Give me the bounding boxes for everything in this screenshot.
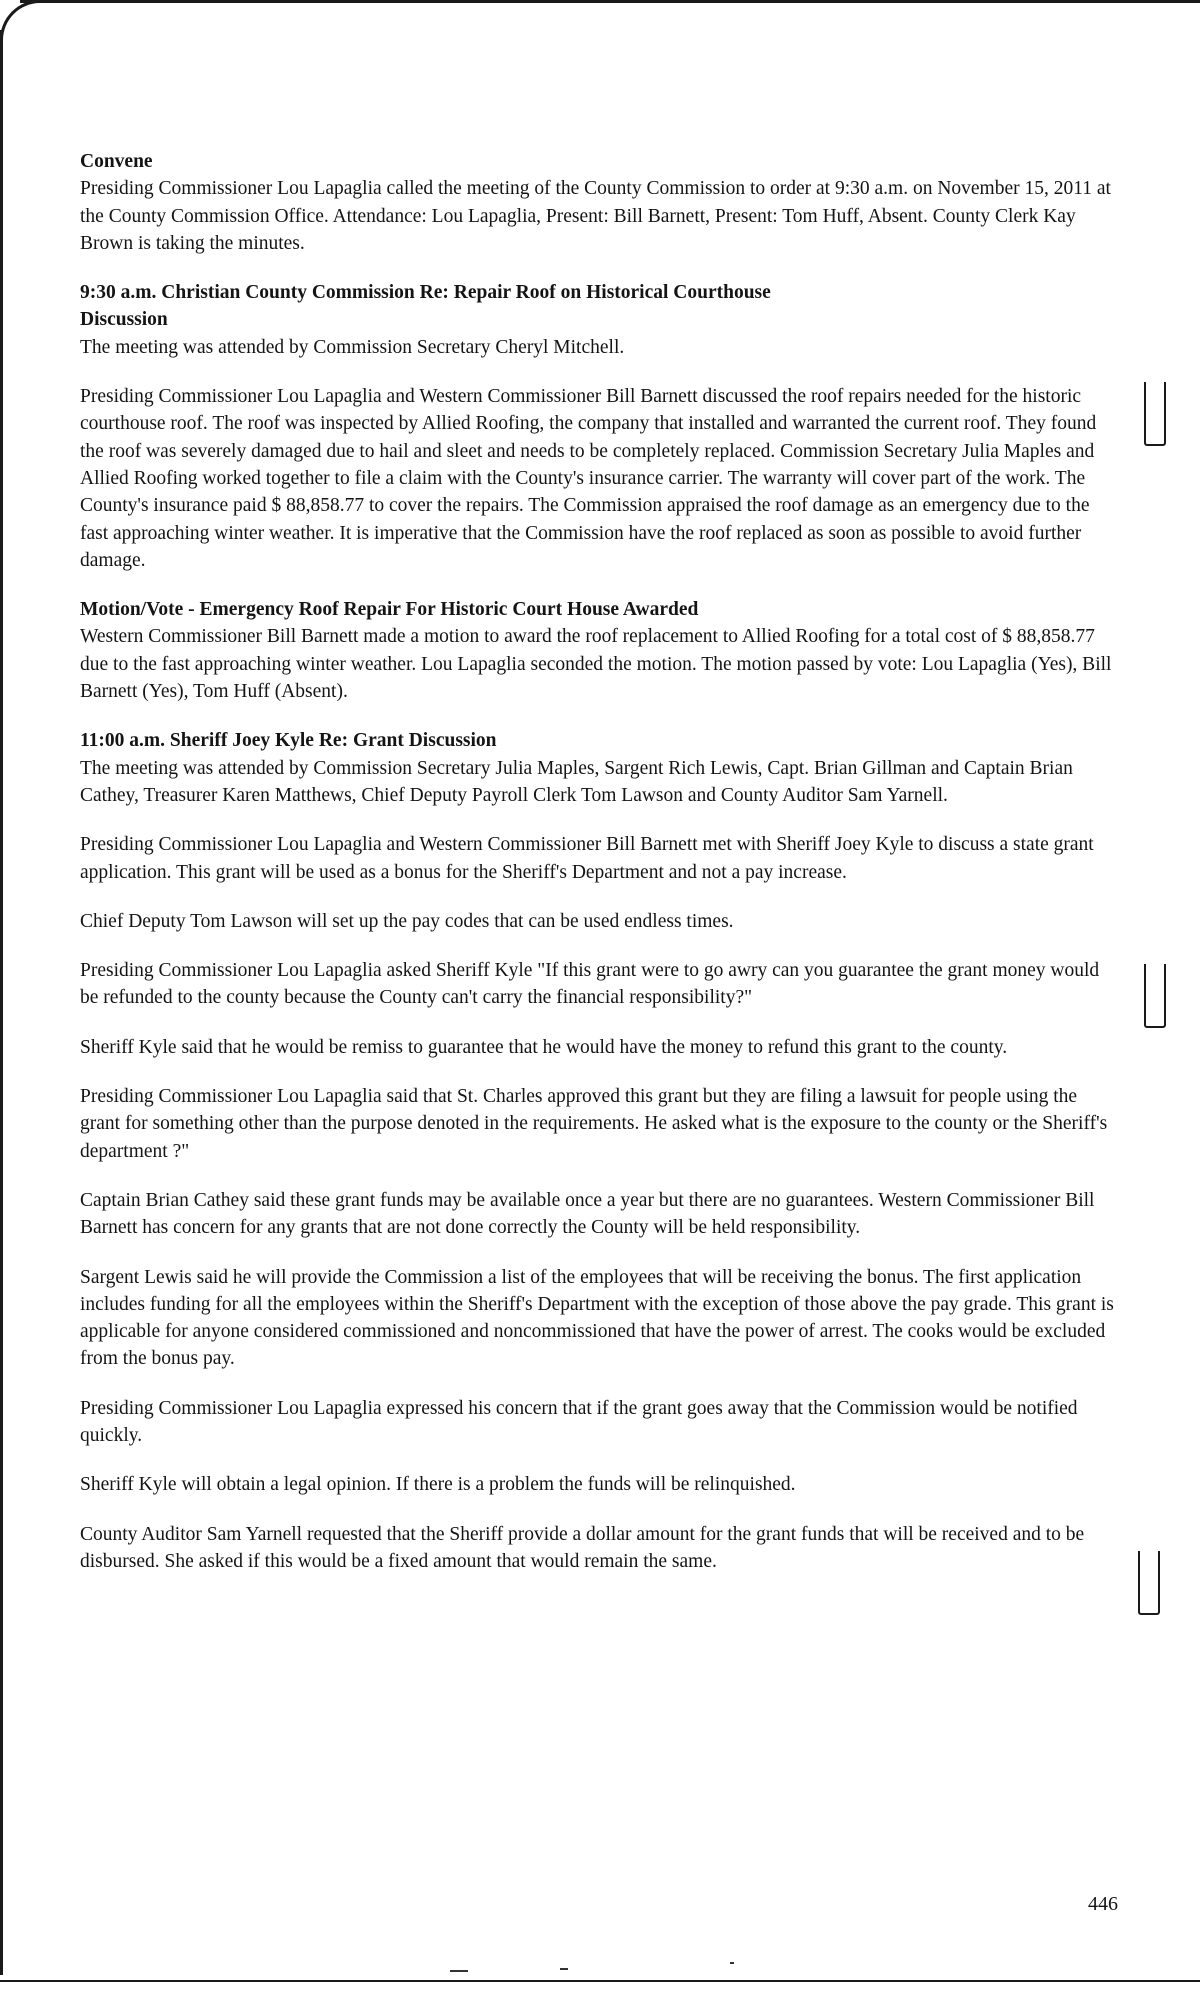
minutes-body	[80, 148, 1120, 1597]
section-convene	[80, 148, 1120, 257]
margin-bracket-mark	[1138, 1551, 1160, 1615]
paragraph: Sheriff Kyle said that he would be remiss to guarantee that he would have the money to refund this grant to the county.	[80, 1036, 1008, 1058]
paragraph: Presiding Commissioner Lou Lapaglia and Western Commissioner Bill Barnett discussed the roof repairs needed for the historic courthouse roof. The roof was inspected by Allied Roofing, the company that installed and warranted the current roof. They found the roof was severely damaged due to hail and sleet and needs to be completely replaced. Commission Secretary Julia Maples and Allied Roofing worked together to file a claim with the County's insurance carrier. The warranty will cover part of the work. The County's insurance paid $ 88,858.77 to cover the repairs. The Commission appraised the roof damage as an emergency due to the fast approaching winter weather. It is imperative that the Commission have the roof replaced as soon as possible to avoid further damage.	[80, 386, 1097, 571]
paragraph: Presiding Commissioner Lou Lapaglia said that St. Charles approved this grant but they are filing a lawsuit for people using the grant for something other than the purpose denoted in the requirements. He asked what is the exposure to the county or the Sheriff's department ?"	[80, 1086, 1108, 1162]
section-grant-discussion	[80, 727, 1120, 1575]
paragraph: Presiding Commissioner Lou Lapaglia asked Sheriff Kyle "If this grant were to go awry can you guarantee the grant money would be refunded to the county because the County can't carry the financial responsibility?"	[80, 960, 1100, 1009]
page-edge-top	[20, 0, 1200, 3]
paragraph: The meeting was attended by Commission Secretary Julia Maples, Sargent Rich Lewis, Capt. Brian Gillman and Captain Brian Cathey, Treasurer Karen Matthews, Chief Deputy Payroll Clerk Tom Lawson and County Auditor Sam Yarnell.	[80, 757, 1073, 806]
section-heading: Motion/Vote - Emergency Roof Repair For Historic Court House Awarded	[80, 599, 699, 621]
paragraph: County Auditor Sam Yarnell requested that the Sheriff provide a dollar amount for the grant funds that will be received and to be disbursed. She asked if this would be a fixed amount that would remain the same.	[80, 1523, 1085, 1572]
paragraph: Sargent Lewis said he will provide the Commission a list of the employees that will be receiving the bonus. The first application includes funding for all the employees within the Sheriff's Department with the exception of those above the pay grade. This grant is applicable for anyone considered commissioned and noncommissioned that have the power of arrest. The cooks would be excluded from the bonus pay.	[80, 1266, 1114, 1370]
margin-bracket-mark	[1144, 382, 1166, 446]
page-edge-bottom	[0, 1980, 1200, 1982]
page-edge-corner	[0, 0, 40, 60]
paragraph: The meeting was attended by Commission Secretary Cheryl Mitchell.	[80, 336, 625, 358]
paragraph: Captain Brian Cathey said these grant funds may be available once a year but there are no guarantees. Western Commissioner Bill Barnett has concern for any grants that are not done correctly the County will be held responsibility.	[80, 1189, 1095, 1239]
paragraph: Presiding Commissioner Lou Lapaglia called the meeting of the County Commission to order at 9:30 a.m. on November 15, 2011 at the County Commission Office. Attendance: Lou Lapaglia, Present: Bill Barnett, Present: Tom Huff, Absent. County Clerk Kay Brown is taking the minutes.	[80, 178, 1111, 254]
scan-speck	[450, 1970, 468, 1972]
paragraph: Chief Deputy Tom Lawson will set up the pay codes that can be used endless times.	[80, 910, 734, 932]
section-heading: 9:30 a.m. Christian County Commission Re: Repair Roof on Historical Courthouse	[80, 282, 771, 304]
scan-speck	[560, 1968, 568, 1970]
page-edge-left	[0, 30, 3, 1975]
scan-speck	[730, 1962, 734, 1964]
paragraph: Sheriff Kyle will obtain a legal opinion. If there is a problem the funds will be relinquished.	[80, 1474, 796, 1496]
section-roof-discussion	[80, 279, 1120, 574]
paragraph: Presiding Commissioner Lou Lapaglia and Western Commissioner Bill Barnett met with Sheriff Joey Kyle to discuss a state grant application. This grant will be used as a bonus for the Sheriff's Department and not a pay increase.	[80, 834, 1094, 883]
section-motion-vote	[80, 596, 1120, 705]
paragraph: Presiding Commissioner Lou Lapaglia expressed his concern that if the grant goes away that the Commission would be notified quickly.	[80, 1397, 1078, 1446]
paragraph: Western Commissioner Bill Barnett made a motion to award the roof replacement to Allied Roofing for a total cost of $ 88,858.77 due to the fast approaching winter weather. Lou Lapaglia seconded the motion. The motion passed by vote: Lou Lapaglia (Yes), Bill Barnett (Yes), Tom Huff (Absent).	[80, 626, 1112, 703]
page-number: 446	[1088, 1893, 1118, 1915]
section-heading: Convene	[80, 151, 153, 172]
margin-bracket-mark	[1144, 964, 1166, 1028]
section-subheading: Discussion	[80, 309, 168, 331]
section-heading: 11:00 a.m. Sheriff Joey Kyle Re: Grant Discussion	[80, 730, 497, 752]
